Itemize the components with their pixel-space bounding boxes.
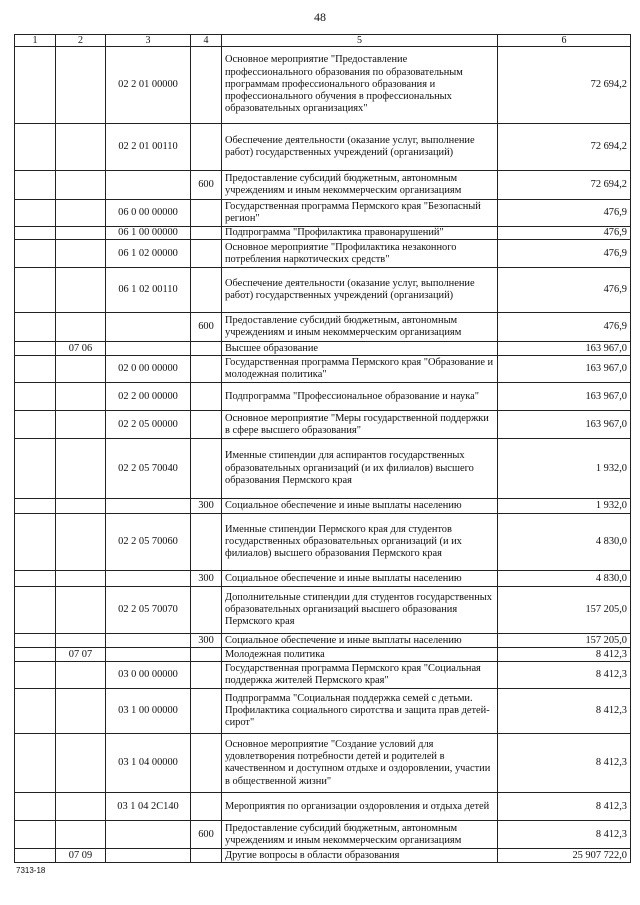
name-cell: Государственная программа Пермского края "Безопасный регион" [222,200,498,227]
section-cell [15,587,56,634]
target-article-cell: 03 1 04 2С140 [106,793,191,821]
column-header: 2 [56,35,106,47]
expense-type-cell [191,793,222,821]
expense-type-cell [191,689,222,734]
section-cell [15,499,56,514]
subsection-cell [56,499,106,514]
subsection-cell [56,514,106,571]
amount-cell: 476,9 [498,313,631,342]
subsection-cell [56,356,106,383]
amount-cell: 476,9 [498,268,631,313]
section-cell [15,47,56,124]
section-cell [15,171,56,200]
subsection-cell [56,411,106,439]
section-cell [15,342,56,356]
table-row [15,634,631,648]
target-article-cell [106,171,191,200]
section-cell [15,411,56,439]
table-row [15,342,631,356]
section-cell [15,634,56,648]
name-cell: Социальное обеспечение и иные выплаты населению [222,634,498,648]
expense-type-cell: 300 [191,499,222,514]
section-cell [15,821,56,849]
name-cell: Другие вопросы в области образования [222,849,498,863]
amount-cell: 4 830,0 [498,514,631,571]
page-number: 48 [314,10,326,24]
amount-cell: 1 932,0 [498,499,631,514]
table-row [15,227,631,240]
name-cell: Предоставление субсидий бюджетным, автономным учреждениям и иным некоммерческим организациям [222,171,498,200]
amount-cell: 163 967,0 [498,342,631,356]
name-cell: Дополнительные стипендии для студентов государственных образовательных организаций высшего образования Пермского края [222,587,498,634]
section-cell [15,439,56,499]
amount-cell: 8 412,3 [498,734,631,793]
target-article-cell: 02 2 01 00000 [106,47,191,124]
expense-type-cell: 300 [191,634,222,648]
table-row [15,689,631,734]
expense-type-cell [191,200,222,227]
target-article-cell: 06 1 02 00110 [106,268,191,313]
amount-cell: 72 694,2 [498,47,631,124]
subsection-cell [56,200,106,227]
amount-cell: 72 694,2 [498,124,631,171]
amount-cell: 4 830,0 [498,571,631,587]
amount-cell: 163 967,0 [498,383,631,411]
target-article-cell: 03 1 00 00000 [106,689,191,734]
budget-table [14,34,631,863]
expense-type-cell [191,587,222,634]
name-cell: Подпрограмма "Профессиональное образование и наука" [222,383,498,411]
amount-cell: 8 412,3 [498,662,631,689]
target-article-cell: 02 2 00 00000 [106,383,191,411]
target-article-cell: 02 2 05 70040 [106,439,191,499]
column-header: 6 [498,35,631,47]
target-article-cell [106,342,191,356]
section-cell [15,514,56,571]
expense-type-cell [191,356,222,383]
table-row [15,313,631,342]
name-cell: Социальное обеспечение и иные выплаты населению [222,499,498,514]
target-article-cell [106,849,191,863]
subsection-cell [56,634,106,648]
section-cell [15,793,56,821]
column-header: 4 [191,35,222,47]
amount-cell: 8 412,3 [498,821,631,849]
target-article-cell: 06 1 00 00000 [106,227,191,240]
amount-cell: 8 412,3 [498,689,631,734]
subsection-cell [56,268,106,313]
subsection-cell [56,227,106,240]
subsection-cell [56,47,106,124]
subsection-cell: 07 07 [56,648,106,662]
amount-cell: 157 205,0 [498,587,631,634]
name-cell: Основное мероприятие "Профилактика незаконного потребления наркотических средств" [222,240,498,268]
expense-type-cell [191,342,222,356]
column-header: 1 [15,35,56,47]
expense-type-cell: 300 [191,571,222,587]
subsection-cell [56,571,106,587]
name-cell: Подпрограмма "Профилактика правонарушений" [222,227,498,240]
subsection-cell [56,587,106,634]
expense-type-cell [191,240,222,268]
section-cell [15,356,56,383]
expense-type-cell [191,849,222,863]
target-article-cell: 02 2 05 70070 [106,587,191,634]
subsection-cell [56,662,106,689]
table-row [15,439,631,499]
table-row [15,124,631,171]
target-article-cell [106,313,191,342]
target-article-cell [106,499,191,514]
subsection-cell: 07 09 [56,849,106,863]
name-cell: Государственная программа Пермского края "Образование и молодежная политика" [222,356,498,383]
table-row [15,268,631,313]
amount-cell: 72 694,2 [498,171,631,200]
target-article-cell: 02 0 00 00000 [106,356,191,383]
target-article-cell [106,634,191,648]
amount-cell: 476,9 [498,240,631,268]
section-cell [15,240,56,268]
name-cell: Подпрограмма "Социальная поддержка семей с детьми. Профилактика социального сиротства и защита прав детей-сирот" [222,689,498,734]
section-cell [15,227,56,240]
table-row [15,411,631,439]
table-row [15,648,631,662]
table-row [15,171,631,200]
expense-type-cell [191,734,222,793]
section-cell [15,313,56,342]
name-cell: Высшее образование [222,342,498,356]
expense-type-cell [191,383,222,411]
table-row [15,849,631,863]
expense-type-cell: 600 [191,171,222,200]
table-row [15,587,631,634]
expense-type-cell [191,47,222,124]
target-article-cell: 03 0 00 00000 [106,662,191,689]
target-article-cell: 03 1 04 00000 [106,734,191,793]
name-cell: Обеспечение деятельности (оказание услуг, выполнение работ) государственных учреждений (организаций) [222,268,498,313]
table-row [15,662,631,689]
table-row [15,383,631,411]
table-row [15,200,631,227]
subsection-cell [56,171,106,200]
section-cell [15,689,56,734]
table-row [15,356,631,383]
name-cell: Предоставление субсидий бюджетным, автономным учреждениям и иным некоммерческим организациям [222,821,498,849]
name-cell: Основное мероприятие "Меры государственной поддержки в сфере высшего образования" [222,411,498,439]
amount-cell: 8 412,3 [498,648,631,662]
target-article-cell: 02 2 05 70060 [106,514,191,571]
amount-cell: 163 967,0 [498,411,631,439]
table-row [15,499,631,514]
table-row [15,793,631,821]
section-cell [15,571,56,587]
name-cell: Предоставление субсидий бюджетным, автономным учреждениям и иным некоммерческим организациям [222,313,498,342]
target-article-cell [106,648,191,662]
section-cell [15,648,56,662]
subsection-cell [56,383,106,411]
expense-type-cell: 600 [191,313,222,342]
subsection-cell [56,439,106,499]
subsection-cell [56,689,106,734]
section-cell [15,383,56,411]
subsection-cell [56,793,106,821]
name-cell: Обеспечение деятельности (оказание услуг, выполнение работ) государственных учреждений (организаций) [222,124,498,171]
expense-type-cell [191,648,222,662]
amount-cell: 157 205,0 [498,634,631,648]
expense-type-cell [191,411,222,439]
name-cell: Основное мероприятие "Предоставление профессионального образования по образовательным программам профессионального образования и профессионального обучения в профессиональных образовательных организациях" [222,47,498,124]
column-header: 5 [222,35,498,47]
name-cell: Именные стипендии Пермского края для студентов государственных образовательных организаций (и их филиалов) высшего образования Пермского края [222,514,498,571]
target-article-cell: 06 1 02 00000 [106,240,191,268]
expense-type-cell [191,124,222,171]
section-cell [15,268,56,313]
amount-cell: 1 932,0 [498,439,631,499]
section-cell [15,200,56,227]
name-cell: Молодежная политика [222,648,498,662]
name-cell: Основное мероприятие "Создание условий для удовлетворения потребности детей и родителей в качественном и доступном отдыхе и оздоровлении, участии в общественной жизни" [222,734,498,793]
name-cell: Государственная программа Пермского края "Социальная поддержка жителей Пермского края" [222,662,498,689]
table-row [15,240,631,268]
expense-type-cell [191,439,222,499]
expense-type-cell [191,227,222,240]
amount-cell: 476,9 [498,227,631,240]
footer-code: 7313-18 [16,866,46,875]
subsection-cell [56,124,106,171]
expense-type-cell [191,514,222,571]
name-cell: Социальное обеспечение и иные выплаты населению [222,571,498,587]
subsection-cell [56,734,106,793]
section-cell [15,734,56,793]
amount-cell: 476,9 [498,200,631,227]
target-article-cell: 02 2 05 00000 [106,411,191,439]
section-cell [15,124,56,171]
expense-type-cell [191,662,222,689]
target-article-cell [106,571,191,587]
section-cell [15,849,56,863]
table-row [15,514,631,571]
column-header: 3 [106,35,191,47]
expense-type-cell [191,268,222,313]
name-cell: Мероприятия по организации оздоровления и отдыха детей [222,793,498,821]
subsection-cell [56,313,106,342]
target-article-cell: 02 2 01 00110 [106,124,191,171]
table-row [15,47,631,124]
amount-cell: 163 967,0 [498,356,631,383]
target-article-cell: 06 0 00 00000 [106,200,191,227]
table-row [15,734,631,793]
target-article-cell [106,821,191,849]
amount-cell: 8 412,3 [498,793,631,821]
expense-type-cell: 600 [191,821,222,849]
subsection-cell: 07 06 [56,342,106,356]
amount-cell: 25 907 722,0 [498,849,631,863]
table-row [15,571,631,587]
name-cell: Именные стипендии для аспирантов государственных образовательных организаций (и их филиалов) высшего образования Пермского края [222,439,498,499]
section-cell [15,662,56,689]
table-row [15,821,631,849]
header-row [15,35,631,47]
subsection-cell [56,821,106,849]
subsection-cell [56,240,106,268]
